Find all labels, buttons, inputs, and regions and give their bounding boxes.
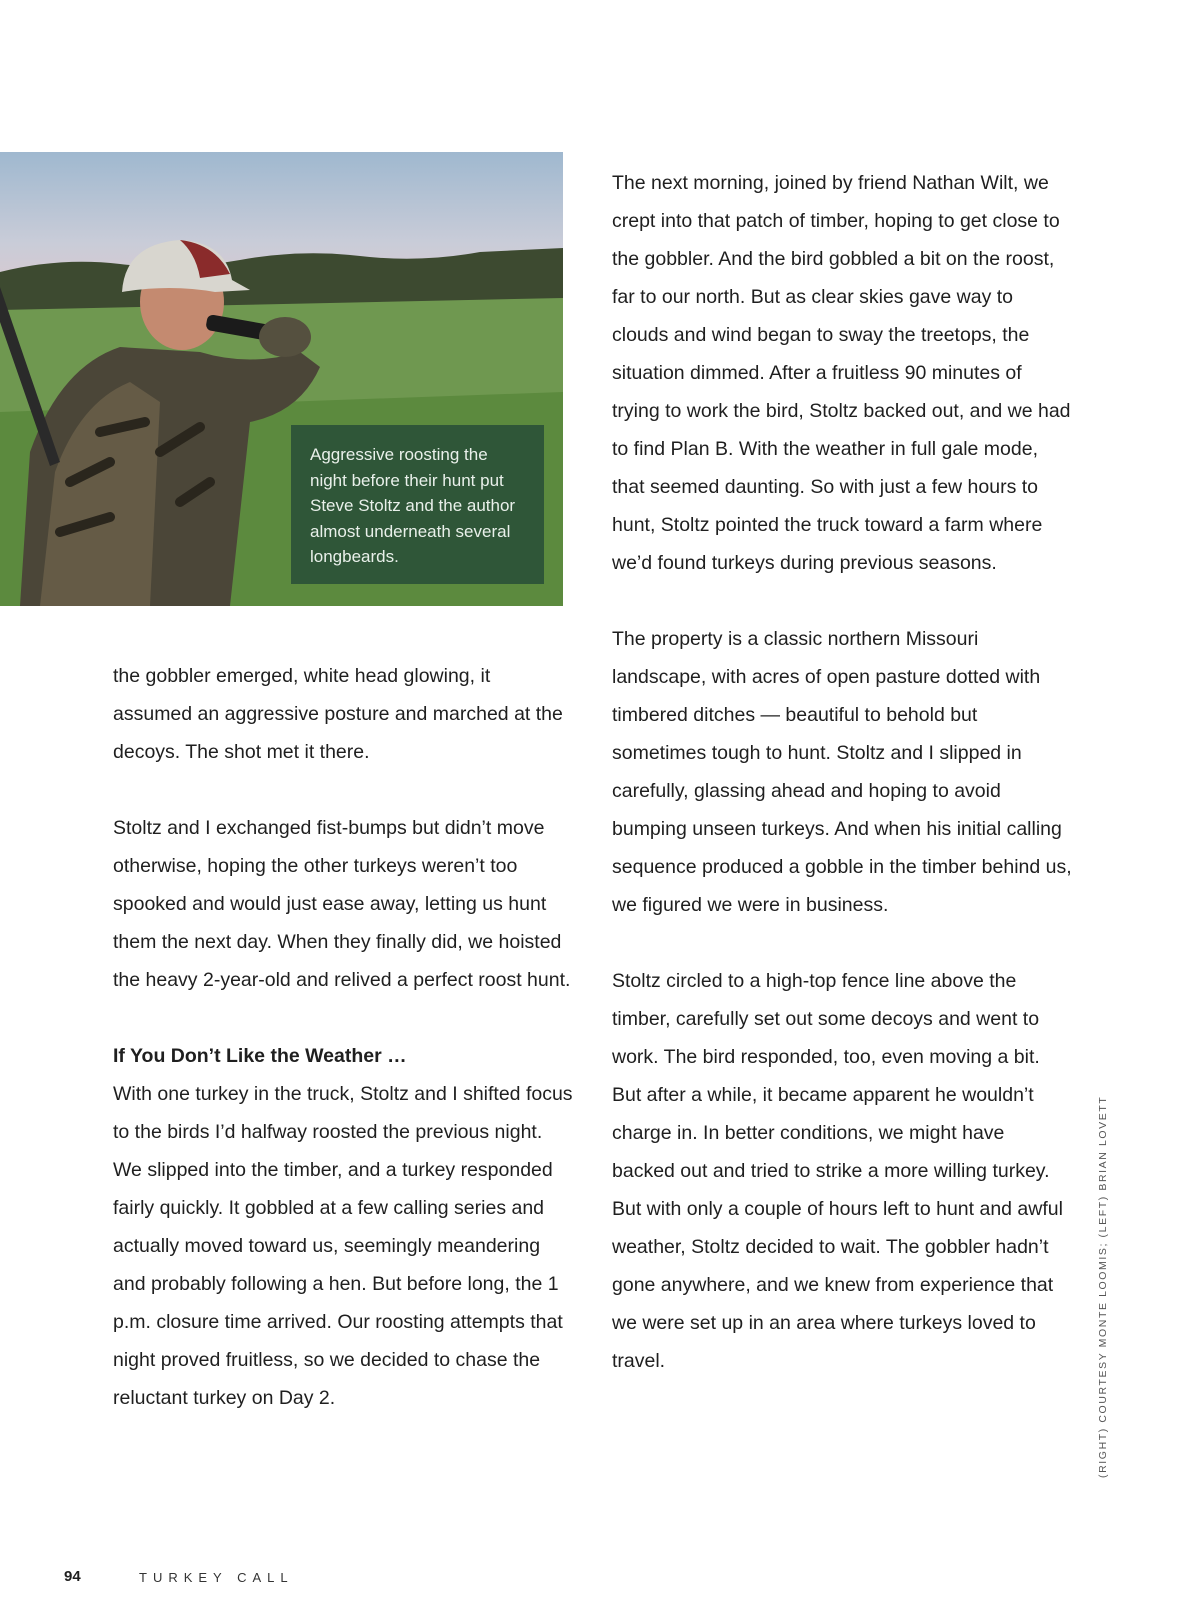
right-paragraph-2: The property is a classic northern Missouri landscape, with acres of open pasture dotted with timbered ditches — beautiful to behold but sometimes tough to hunt. Stoltz and I slipped in carefully, glassing ahead and hoping to avoid bumping unseen turkeys. And when his initial calling sequence produced a gobble in the timber behind us, we figured we were in business. bbox=[612, 628, 1072, 916]
hunter-photo bbox=[0, 152, 563, 606]
paragraph-gap bbox=[612, 924, 1072, 962]
section-heading: If You Don’t Like the Weather … bbox=[113, 1045, 407, 1067]
left-paragraph-3: With one turkey in the truck, Stoltz and I shifted focus to the birds I’d halfway roosted the previous night. We slipped into the timber, and a turkey responded fairly quickly. It gobbled at a few calling series and actually moved toward us, seemingly meandering and probably following a hen. But before long, the 1 p.m. closure time arrived. Our roosting attempts that night proved fruitless, so we decided to chase the reluctant turkey on Day 2. bbox=[113, 1083, 573, 1409]
right-paragraph-1: The next morning, joined by friend Nathan Wilt, we crept into that patch of timber, hoping to get close to the gobbler. And the bird gobbled a bit on the roost, far to our north. But as clear skies gave way to clouds and wind began to sway the treetops, the situation dimmed. After a fruitless 90 minutes of trying to work the bird, Stoltz backed out, and we had to find Plan B. With the weather in full gale mode, that seemed daunting. So with just a few hours to hunt, Stoltz pointed the truck toward a farm where we’d found turkeys during previous seasons. bbox=[612, 172, 1071, 574]
right-paragraph-3: Stoltz circled to a high-top fence line above the timber, carefully set out some decoys and went to work. The bird responded, too, even moving a bit. But after a while, it became apparent he wouldn’t charge in. In better conditions, we might have backed out and tried to strike a more willing turkey. But with only a couple of hours left to hunt and awful weather, Stoltz decided to wait. The gobbler hadn’t gone anywhere, and we knew from experience that we were set up in an area where turkeys loved to travel. bbox=[612, 970, 1063, 1372]
photo-caption: Aggressive roosting the night before their hunt put Steve Stoltz and the author almost underneath several longbeards. bbox=[291, 425, 544, 584]
page-number: 94 bbox=[64, 1568, 81, 1585]
paragraph-gap bbox=[113, 999, 573, 1037]
left-column bbox=[113, 657, 573, 1417]
left-paragraph-1: the gobbler emerged, white head glowing, it assumed an aggressive posture and marched at the decoys. The shot met it there. bbox=[113, 665, 563, 763]
paragraph-gap bbox=[113, 771, 573, 809]
paragraph-gap bbox=[612, 582, 1072, 620]
photo-credit: (RIGHT) COURTESY MONTE LOOMIS; (LEFT) BRIAN LOVETT bbox=[1097, 1095, 1109, 1478]
magazine-name: TURKEY CALL bbox=[139, 1570, 294, 1585]
right-column bbox=[612, 164, 1072, 1380]
left-paragraph-2: Stoltz and I exchanged fist-bumps but didn’t move otherwise, hoping the other turkeys weren’t too spooked and would just ease away, letting us hunt them the next day. When they finally did, we hoisted the heavy 2-year-old and relived a perfect roost hunt. bbox=[113, 817, 571, 991]
